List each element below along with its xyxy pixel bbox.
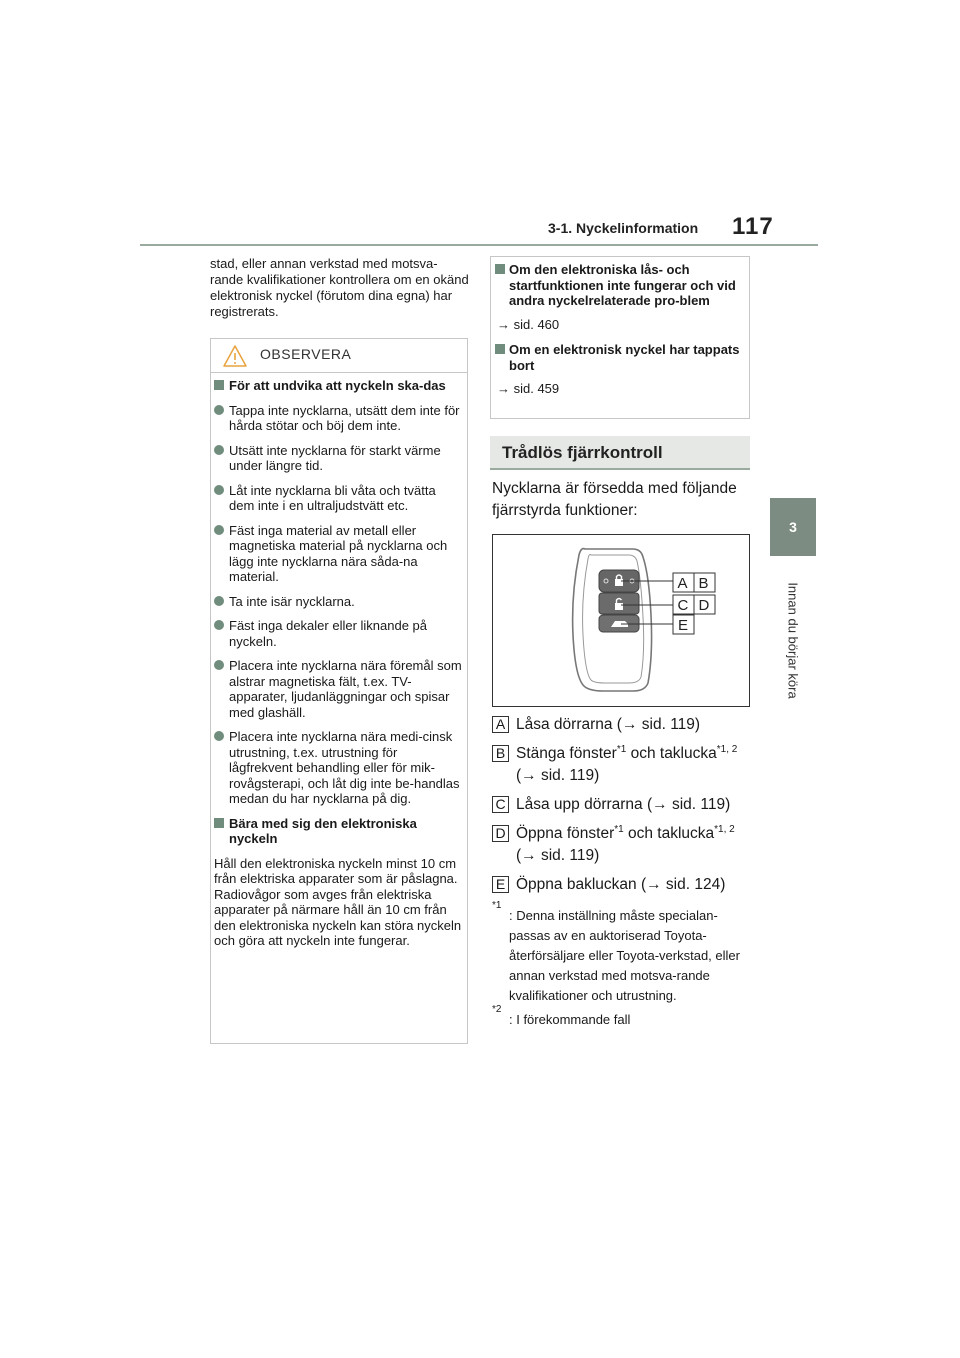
legend-item [492,714,762,736]
legend-item [492,874,762,896]
list-item: Fäst inga material av metall eller magnetiska material på nycklarna och lägg inte nycklarna nära såda-na material. [214,523,464,585]
footnote-ref: *1 [614,823,624,835]
legend-text-mid: och taklucka [626,745,717,762]
legend-text: Öppna bakluckan (→ sid. 124) [516,876,726,893]
chapter-tab: 3 [770,498,816,556]
key-fob-illustration [493,535,749,706]
legend-text-tail: (→ sid. 119) [516,847,600,864]
chapter-title [770,560,816,720]
page-reference-2: → sid. 459 [497,381,560,396]
legend-letter: E [492,876,509,893]
warning-icon [222,344,248,368]
figure-label-d: D [698,597,710,614]
observera-title: OBSERVERA [260,346,352,362]
figure-label-a: A [677,575,688,592]
figure-label-b: B [698,575,709,592]
list-item: Låt inte nycklarna bli våta och tvätta dem inte i en ultraljudstvätt etc. [214,483,464,514]
description-paragraph: Nycklarna är försedda med följande fjärrstyrda funktioner: [492,480,737,519]
header-rule [140,244,818,246]
observera-divider [210,372,468,373]
info-heading-2: Om en elektronisk nyckel har tappats bort [495,342,745,373]
chapter-title-text: Innan du börjar köra [785,581,801,699]
legend-text: Låsa dörrarna (→ sid. 119) [516,716,701,733]
list-item: Utsätt inte nycklarna för starkt värme under längre tid. [214,443,464,474]
legend-letter: D [492,825,509,842]
legend-item [492,743,762,787]
info-heading-1: Om den elektroniska lås- och startfunktionen inte fungerar och vid andra nyckelrelaterade pro-blem [495,262,745,309]
legend-text: Låsa upp dörrarna (→ sid. 119) [516,796,731,813]
legend-letter: A [492,716,509,733]
list-item: Tappa inte nycklarna, utsätt dem inte för hårda stötar och böj dem inte. [214,403,464,434]
footnote-ref: *1 [616,743,627,755]
list-item: Fäst inga dekaler eller liknande på nyckeln. [214,618,464,649]
section-heading [490,436,750,470]
legend-text: Öppna fönster [516,825,615,842]
legend-item [492,794,762,816]
footnote: *1 : Denna inställning måste specialan-passas av en auktoriserad Toyota-återförsäljare eller Toyota-verkstad, eller annan verkstad med motsva-rande kvalifikationer och utrustning. [492,900,740,1003]
legend-text: Stänga fönster [516,745,617,762]
observera-content [214,378,464,955]
footnote: *2 : I förekommande fall [492,1004,631,1027]
legend-text-mid: och taklucka [623,825,715,842]
page-reference-1: → sid. 460 [497,316,560,332]
legend-list [492,714,762,903]
figure-label-c: C [677,597,689,614]
legend-letter: B [492,745,509,762]
list-item: Placera inte nycklarna nära föremål som alstrar magnetiska fält, t.ex. TV-apparater, ljudanläggningar och spisar med glashäll. [214,658,464,720]
legend-item [492,823,762,867]
section-heading-text: Trådlös fjärrkontroll [502,443,663,462]
legend-text-tail: (→ sid. 119) [516,767,600,784]
info-content [495,262,745,407]
footnote-ref: *1, 2 [714,823,735,835]
list-item: Ta inte isär nycklarna. [214,594,464,610]
footnotes [492,900,754,1034]
intro-paragraph: stad, eller annan verkstad med motsva-rande kvalifikationer kontrollera om en okänd elektronisk nyckel (förutom dina egna) har registrerats. [210,256,469,319]
figure-label-e: E [678,617,689,634]
observera-paragraph: Håll den elektroniska nyckeln minst 10 cm från elektriska apparater som är påslagna. Radiovågor som avges från elektriska apparater på närmare håll än 10 cm från den elektroniska nyckeln kan störa nyckeln och göra att nyckeln inte fungerar. [214,855,462,948]
footnote-text: : I förekommande fall [509,1012,631,1027]
legend-letter: C [492,796,509,813]
list-item: Placera inte nycklarna nära medi-cinsk utrustning, t.ex. utrustning för lågfrekvent behandling eller för mik-rovågsterapi, och låt dig inte be-handlas medan du har nycklarna på dig. [214,729,464,807]
observera-heading-1: För att undvika att nyckeln ska-das [214,378,464,394]
observera-heading-2: Bära med sig den elektroniska nyckeln [214,816,464,847]
key-fob-figure [492,534,750,707]
footnote-text: : Denna inställning måste specialan-passas av en auktoriserad Toyota-återförsäljare eller Toyota-verkstad, eller annan verkstad med motsva-rande kvalifikationer och utrustning. [509,908,740,1003]
observera-header [210,344,468,368]
footnote-ref: *1, 2 [716,743,738,755]
section-title: 3-1. Nyckelinformation [548,220,699,236]
page-number: 117 [732,213,774,240]
